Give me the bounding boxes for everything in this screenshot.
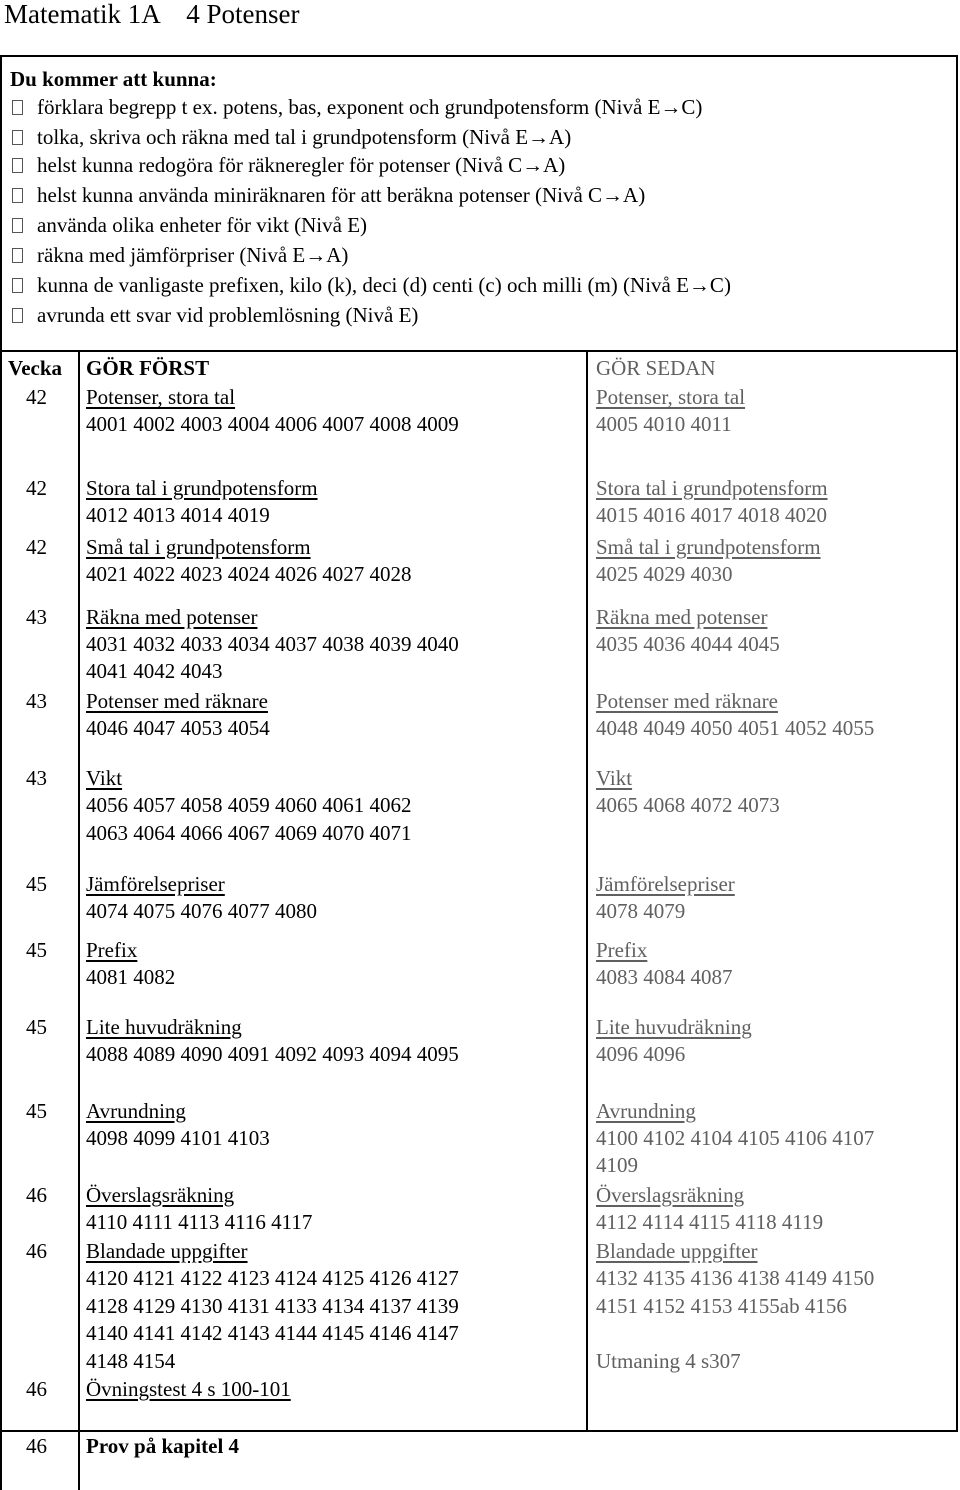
header-week: Vecka: [8, 356, 63, 380]
row-tasks-first: 4046 4047 4053 4054: [86, 716, 270, 740]
row-tasks-first: 4056 4057 4058 4059 4060 4061 4062: [86, 793, 412, 817]
objective-item: räkna med jämförpriser (Nivå E→A): [12, 243, 348, 268]
page-title: Matematik 1A 4 Potenser: [4, 0, 300, 29]
row-tasks-later: 4065 4068 4072 4073: [596, 793, 780, 817]
objective-item: helst kunna redogöra för räkneregler för potenser (Nivå C→A): [12, 153, 565, 178]
row-tasks-first: 4120 4121 4122 4123 4124 4125 4126 4127: [86, 1266, 459, 1290]
row-topic-later: Jämförelsepriser: [596, 872, 735, 896]
row-topic: Stora tal i grundpotensform: [86, 476, 318, 500]
objective-item: helst kunna använda miniräknaren för att beräkna potenser (Nivå C→A): [12, 183, 645, 208]
row-tasks-later: 4035 4036 4044 4045: [596, 632, 780, 656]
row-tasks-first: 4110 4111 4113 4116 4117: [86, 1210, 313, 1234]
row-week: 43: [26, 605, 47, 629]
checkbox-icon: [12, 248, 23, 263]
objective-item: kunna de vanligaste prefixen, kilo (k), deci (d) centi (c) och milli (m) (Nivå E→C): [12, 273, 731, 298]
checkbox-icon: [12, 218, 23, 233]
row-week: 42: [26, 535, 47, 559]
table-border-top: [0, 350, 958, 352]
row-tasks-first: 4074 4075 4076 4077 4080: [86, 899, 317, 923]
checkbox-icon: [12, 100, 23, 115]
row-topic: Överslagsräkning: [86, 1183, 235, 1207]
row-tasks-first: 4001 4002 4003 4004 4006 4007 4008 4009: [86, 412, 459, 436]
row-tasks-first: 4021 4022 4023 4024 4026 4027 4028: [86, 562, 412, 586]
row-topic-later: Potenser, stora tal: [596, 385, 746, 409]
row-challenge-later: Utmaning 4 s307: [596, 1349, 741, 1373]
row-topic-later: Blandade uppgifter: [596, 1239, 758, 1263]
row-topic: Potenser, stora tal: [86, 385, 236, 409]
objective-item: tolka, skriva och räkna med tal i grundpotensform (Nivå E→A): [12, 125, 571, 150]
row-topic: Små tal i grundpotensform: [86, 535, 311, 559]
row-week: 42: [26, 385, 47, 409]
row-topic-later: Överslagsräkning: [596, 1183, 745, 1207]
row-tasks-later: 4096 4096: [596, 1042, 686, 1066]
row-tasks-first: 4088 4089 4090 4091 4092 4093 4094 4095: [86, 1042, 459, 1066]
row-tasks-first: 4140 4141 4142 4143 4144 4145 4146 4147: [86, 1321, 459, 1345]
header-first: GÖR FÖRST: [86, 356, 210, 380]
checkbox-icon: [12, 308, 23, 323]
checkbox-icon: [12, 158, 23, 173]
row-topic: Jämförelsepriser: [86, 872, 225, 896]
row-topic: Lite huvudräkning: [86, 1015, 242, 1039]
row-topic-later: Stora tal i grundpotensform: [596, 476, 828, 500]
row-tasks-first: 4041 4042 4043: [86, 659, 223, 683]
row-tasks-later: 4109: [596, 1153, 638, 1177]
row-topic: Potenser med räknare: [86, 689, 268, 713]
row-week: 45: [26, 1099, 47, 1123]
row-tasks-later: 4112 4114 4115 4118 4119: [596, 1210, 824, 1234]
row-week: 43: [26, 766, 47, 790]
row-week: 46: [26, 1239, 47, 1263]
row-tasks-first: 4031 4032 4033 4034 4037 4038 4039 4040: [86, 632, 459, 656]
table-border-right: [956, 350, 958, 1430]
row-topic-later: Potenser med räknare: [596, 689, 778, 713]
row-topic-later: Lite huvudräkning: [596, 1015, 752, 1039]
row-week: 43: [26, 689, 47, 713]
row-tasks-later: 4132 4135 4136 4138 4149 4150: [596, 1266, 875, 1290]
row-tasks-later: 4083 4084 4087: [596, 965, 733, 989]
row-tasks-later: 4025 4029 4030: [596, 562, 733, 586]
checkbox-icon: [12, 130, 23, 145]
row-week: 45: [26, 872, 47, 896]
header-later: GÖR SEDAN: [596, 356, 716, 380]
row-tasks-later: 4015 4016 4017 4018 4020: [596, 503, 827, 527]
row-tasks-later: 4078 4079: [596, 899, 686, 923]
row-topic: Räkna med potenser: [86, 605, 258, 629]
row-tasks-later: 4005 4010 4011: [596, 412, 732, 436]
row-topic: Övningstest 4 s 100-101: [86, 1377, 291, 1401]
row-week: 46: [26, 1434, 47, 1458]
row-tasks-first: 4098 4099 4101 4103: [86, 1126, 270, 1150]
row-tasks-first: 4012 4013 4014 4019: [86, 503, 270, 527]
row-topic-later: Prefix: [596, 938, 648, 962]
objective-item: avrunda ett svar vid problemlösning (Nivå E): [12, 303, 418, 328]
row-topic: Prefix: [86, 938, 138, 962]
row-tasks-first: 4063 4064 4066 4067 4069 4070 4071: [86, 821, 412, 845]
row-week: 45: [26, 1015, 47, 1039]
objective-item: använda olika enheter för vikt (Nivå E): [12, 213, 367, 238]
row-tasks-later: 4151 4152 4153 4155ab 4156: [596, 1294, 847, 1318]
objectives-box: [0, 55, 958, 351]
table-divider-last: [0, 1430, 958, 1432]
table-divider-week: [78, 350, 80, 1490]
row-tasks-first: 4128 4129 4130 4131 4133 4134 4137 4139: [86, 1294, 459, 1318]
row-topic-later: Små tal i grundpotensform: [596, 535, 821, 559]
row-topic: Blandade uppgifter: [86, 1239, 248, 1263]
row-topic-later: Vikt: [596, 766, 633, 790]
row-week: 46: [26, 1377, 47, 1401]
objective-item: förklara begrepp t ex. potens, bas, exponent och grundpotensform (Nivå E→C): [12, 95, 702, 120]
row-week: 42: [26, 476, 47, 500]
row-week: 46: [26, 1183, 47, 1207]
row-tasks-later: 4100 4102 4104 4105 4106 4107: [596, 1126, 875, 1150]
row-topic-later: Avrundning: [596, 1099, 696, 1123]
row-topic: Vikt: [86, 766, 123, 790]
row-topic-later: Räkna med potenser: [596, 605, 768, 629]
checkbox-icon: [12, 278, 23, 293]
table-divider-later: [586, 350, 588, 1430]
row-topic: Avrundning: [86, 1099, 186, 1123]
objectives-heading: Du kommer att kunna:: [10, 67, 217, 91]
row-tasks-later: 4048 4049 4050 4051 4052 4055: [596, 716, 875, 740]
row-topic-exam: Prov på kapitel 4: [86, 1434, 240, 1458]
row-tasks-first: 4081 4082: [86, 965, 176, 989]
table-border-left: [0, 350, 2, 1490]
row-tasks-first: 4148 4154: [86, 1349, 176, 1373]
checkbox-icon: [12, 188, 23, 203]
row-week: 45: [26, 938, 47, 962]
